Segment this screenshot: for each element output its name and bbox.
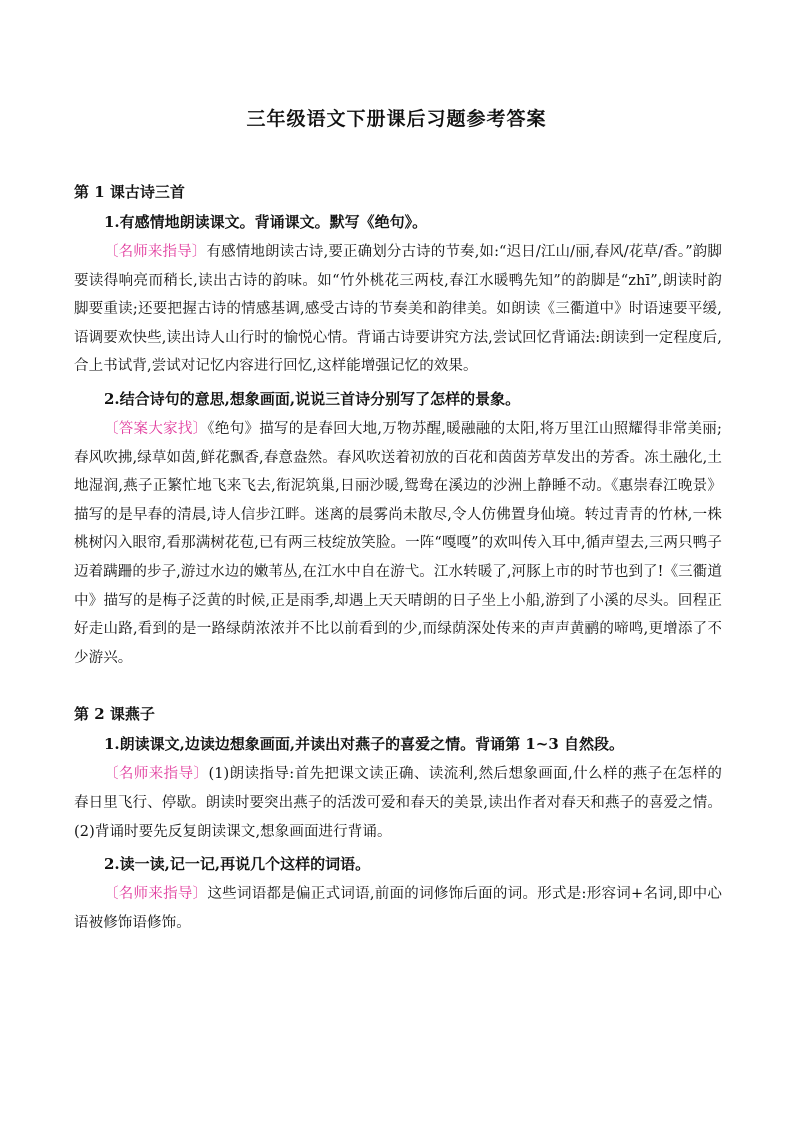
exercise-question: 1.有感情地朗读课文。背诵课文。默写《绝句》。: [104, 213, 428, 231]
document-title: 三年级语文下册课后习题参考答案: [246, 108, 547, 130]
exercise-item: [74, 732, 722, 846]
answer-text: 有感情地朗读古诗,要正确划分古诗的节奏,如:“迟日/江山/丽,春风/花草/香。”韵脚要读得响亮而稍长,读出古诗的韵味。如“竹外桃花三两枝,春江水暖鸭先知”的韵脚是“zhī”,朗读时韵脚要重读;还要把握古诗的情感基调,感受古诗的节奏美和韵律美。如朗读《三衢道中》时语速要平缓,语调要欢快些,读出诗人山行时的愉悦心情。背诵古诗要讲究方法,尝试回忆背诵法:朗读到一定程度后,合上书试背,尝试对记忆内容进行回忆,这样能增强记忆的效果。: [74, 244, 722, 375]
exercise-answer: [74, 760, 722, 846]
exercise-item: [74, 852, 722, 937]
answer-text: (1)朗读指导:首先把课文读正确、读流利,然后想象画面,什么样的燕子在怎样的春日里飞行、停歇。朗读时要突出燕子的活泼可爱和春天的美景,读出作者对春天和燕子的喜爱之情。(2)背诵时要先反复朗读课文,想象画面进行背诵。: [74, 766, 722, 840]
exercise-answer: [74, 880, 722, 937]
answer-tag: 〔名师来指导〕: [104, 886, 208, 903]
lesson-section: [74, 702, 722, 937]
answer-tag: 〔答案大家找〕: [104, 420, 208, 437]
exercise-question: 1.朗读课文,边读边想象画面,并读出对燕子的喜爱之情。背诵第 1~3 自然段。: [104, 735, 624, 754]
exercise-item: [74, 387, 722, 672]
exercise-item: [74, 210, 722, 381]
answer-text: 《绝句》描写的是春回大地,万物苏醒,暖融融的太阳,将万里江山照耀得非常美丽;春风吹拂,绿草如茵,鲜花飘香,春意盎然。春风吹送着初放的百花和茵茵芳草发出的芳香。冻土融化,土地湿润,燕子正繁忙地飞来飞去,衔泥筑巢,日丽沙暖,鸳鸯在溪边的沙洲上静睡不动。《惠崇春江晚景》描写的是早春的清晨,诗人信步江畔。迷离的晨雾尚未散尽,令人仿佛置身仙境。转过青青的竹林,一株桃树闪入眼帘,看那满树花苞,已有两三枝绽放笑脸。一阵“嘎嘎”的欢叫传入耳中,循声望去,三两只鸭子迈着蹒跚的步子,游过水边的嫩苇丛,在江水中自在游弋。江水转暖了,河豚上市的时节也到了!《三衢道中》描写的是梅子泛黄的时候,正是雨季,却遇上天天晴朗的日子坐上小船,游到了小溪的尽头。回程正好走山路,看到的是一路绿荫浓浓并不比以前看到的少,而绿荫深处传来的声声黄鹂的啼鸣,更增添了不少游兴。: [74, 420, 722, 666]
answer-tag: 〔名师来指导〕: [104, 766, 209, 783]
lesson-title: 第 1 课古诗三首: [74, 183, 185, 201]
lesson-section: [74, 180, 722, 672]
exercise-question: 2.结合诗句的意思,想象画面,说说三首诗分别写了怎样的景象。: [104, 389, 521, 408]
document-body: [74, 180, 722, 937]
lesson-title: 第 2 课燕子: [74, 705, 155, 724]
section-spacer: [74, 672, 722, 702]
exercise-answer: [74, 415, 722, 672]
exercise-answer: [74, 238, 722, 381]
answer-text: 这些词语都是偏正式词语,前面的词修饰后面的词。形式是:形容词+名词,即中心语被修饰语修饰。: [74, 886, 723, 931]
answer-tag: 〔名师来指导〕: [104, 244, 207, 260]
exercise-question: 2.读一读,记一记,再说几个这样的词语。: [104, 855, 371, 874]
